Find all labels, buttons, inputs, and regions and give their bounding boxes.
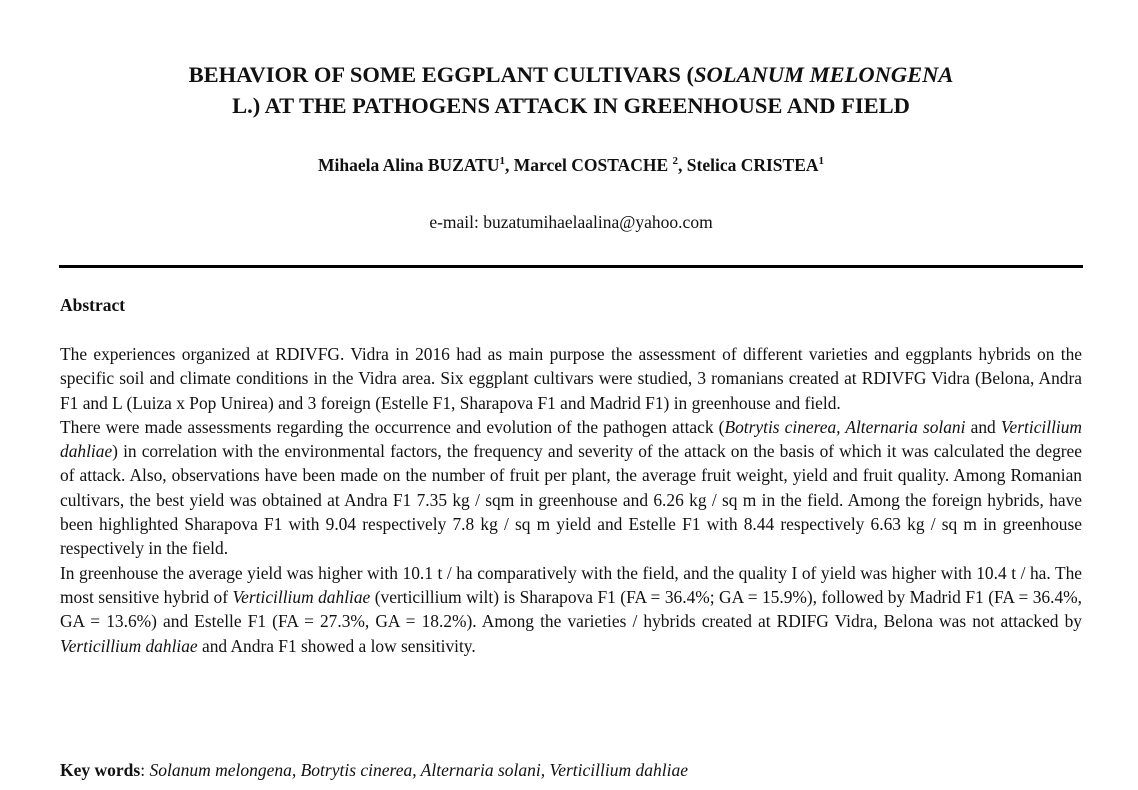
author-1-affiliation: 1	[499, 155, 505, 167]
abstract-paragraph-2: There were made assessments regarding the occurrence and evolution of the pathogen attack (Botrytis cinerea, Alternaria solani and Verticillium dahliae) in correlation with the environmental factors, the frequency and severity of the attack on the basis of which it was calculated the degree of attack. Also, observations have been made on the number of fruit per plant, the average fruit weight, yield and fruit quality. Among Romanian cultivars, the best yield was obtained at Andra F1 7.35 kg / sqm in greenhouse and 6.26 kg / sq m in the field. Among the foreign hybrids, have been highlighted Sharapova F1 with 9.04 respectively 7.8 kg / sq m yield and Estelle F1 with 8.44 respectively 6.63 kg / sq m in greenhouse respectively in the field.	[60, 416, 1082, 559]
author-3: Stelica CRISTEA$^1$	[686, 155, 825, 175]
contact-email: e-mail: buzatumihaelaalina@yahoo.com	[429, 212, 713, 232]
abstract-paragraph-3: In greenhouse the average yield was higher with 10.1 t / ha comparatively with the field, and the quality I of yield was higher with 10.4 t / ha. The most sensitive hybrid of Verticillium dahliae (verticillium wilt) is Sharapova F1 (FA = 36.4%; GA = 15.9%), followed by Madrid F1 (FA = 36.4%, GA = 13.6%) and Estelle F1 (FA = 27.3%, GA = 18.2%). Among the varieties / hybrids created at RDIFG Vidra, Belona was not attacked by Verticillium dahliae and Andra F1 showed a low sensitivity.	[60, 562, 1082, 656]
abstract-body	[60, 342, 1082, 658]
abstract-heading: Abstract	[60, 295, 126, 315]
author-2-affiliation: 2	[672, 155, 679, 167]
keywords-label: Key words	[60, 760, 141, 780]
header-divider	[59, 265, 1083, 268]
title-line-2: L.) AT THE PATHOGENS ATTACK IN GREENHOUSE AND FIELD	[232, 93, 910, 118]
keywords-list: Solanum melongena, Botrytis cinerea, Alternaria solani, Verticillium dahliae	[149, 760, 689, 780]
title-line-1: BEHAVIOR OF SOME EGGPLANT CULTIVARS (SOLANUM MELONGENA	[188, 62, 954, 87]
abstract-paragraph-1: The experiences organized at RDIVFG. Vidra in 2016 had as main purpose the assessment of different varieties and eggplants hybrids on the specific soil and climate conditions in the Vidra area. Six eggplant cultivars were studied, 3 romanians created at RDIVFG Vidra (Belona, Andra F1 and L (Luiza x Pop Unirea) and 3 foreign (Estelle F1, Sharapova F1 and Madrid F1) in greenhouse and field.	[60, 344, 1082, 413]
author-list	[60, 153, 1082, 177]
keywords-line: Key words: Solanum melongena, Botrytis cinerea, Alternaria solani, Verticillium dahliae	[60, 760, 689, 780]
author-1: Mihaela Alina BUZATU$^1$,	[317, 155, 514, 175]
paper-title	[60, 59, 1082, 121]
author-3-affiliation: 1	[818, 155, 825, 167]
title-species-italic: SOLANUM MELONGENA	[693, 62, 954, 87]
author-2: Marcel COSTACHE $^2$,	[513, 155, 687, 175]
